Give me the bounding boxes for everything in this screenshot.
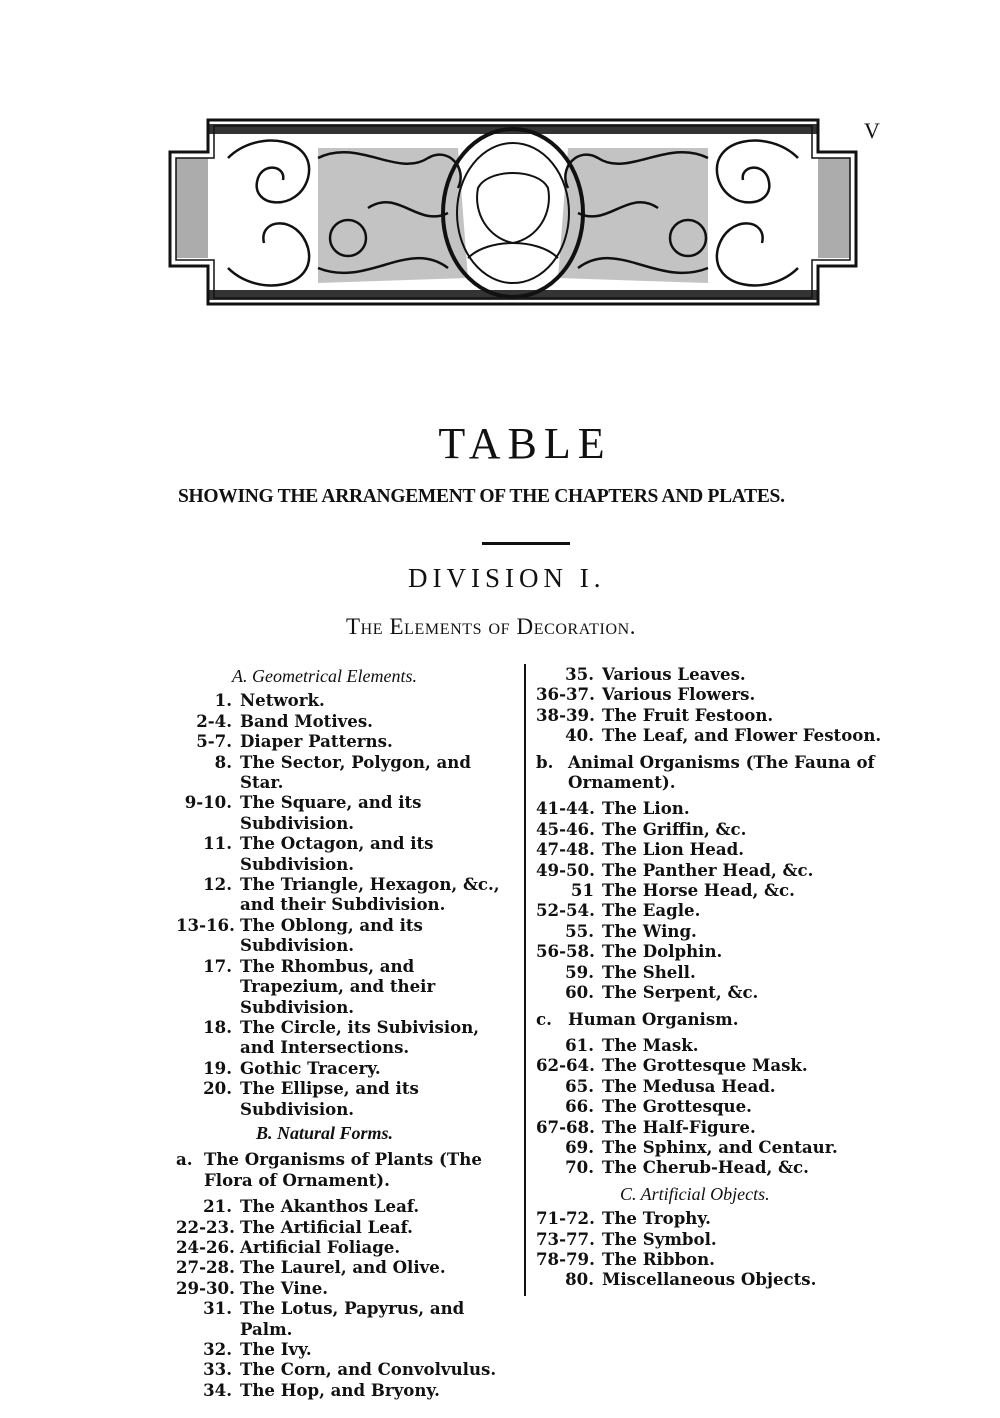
entry-number: 40. [565,725,594,746]
entry-title: The Akanthos Leaf. [240,1196,420,1217]
entry-title: The Lion Head. [602,839,744,860]
page-subtitle: SHOWING THE ARRANGEMENT OF THE CHAPTERS AND PLATES. [178,486,785,507]
group-b-heading [536,752,886,793]
section-b-heading: B. Natural Forms. [256,1122,394,1143]
entry-number: 71-72. [536,1208,595,1229]
entry-number: 69. [565,1136,594,1157]
entry-title: The Horse Head, &c. [602,880,795,901]
toc-entry [176,1237,516,1257]
division-heading: DIVISION I. [408,563,606,593]
entry-number: 47-48. [536,839,595,860]
toc-entry [176,956,516,1017]
group-c-list [536,1035,886,1178]
entry-number: 22-23. [176,1216,235,1237]
entry-title: The Eagle. [602,900,701,921]
entry-title: Miscellaneous Objects. [602,1269,817,1290]
toc-entry [176,915,516,956]
entry-title: The Vine. [240,1277,329,1298]
entry-title: The Lotus, Papyrus, and Palm. [240,1298,465,1339]
group-b-letter: b. [536,751,554,772]
entry-number: 52-54. [536,900,595,921]
entry-number: 49-50. [536,859,595,880]
group-c-text: Human Organism. [568,1008,739,1029]
entry-title: The Leaf, and Flower Festoon. [602,725,882,746]
toc-entry [536,880,886,900]
entry-number: 27-28. [176,1257,235,1278]
toc-entry [176,1359,516,1379]
toc-entry [536,1137,886,1157]
entry-number: 9-10. [184,792,232,813]
entry-number: 13-16. [176,914,235,935]
entry-number: 56-58. [536,941,595,962]
entry-title: The Cherub-Head, &c. [602,1157,809,1178]
toc-entry [536,941,886,961]
entry-title: The Laurel, and Olive. [240,1257,446,1278]
toc-entry [176,752,516,793]
group-a-text: The Organisms of Plants (The Flora of Ornament). [204,1149,482,1190]
entry-number: 24-26. [176,1236,235,1257]
toc-entry [536,664,886,684]
entry-number: 29-30. [176,1277,235,1298]
entry-number: 59. [565,961,594,982]
toc-entry [176,690,516,710]
section-c-heading: C. Artificial Objects. [620,1183,770,1204]
entry-title: The Oblong, and its Subdivision. [240,914,423,956]
entry-title: The Ivy. [240,1339,312,1359]
division-subtitle: The Elements of Decoration. [346,614,637,639]
entry-title: The Sphinx, and Centaur. [602,1136,838,1157]
entry-title: The Fruit Festoon. [602,704,774,725]
entry-title: The Serpent, &c. [602,982,759,1003]
entry-number: 36-37. [536,684,595,705]
entry-title: Various Flowers. [602,684,756,705]
toc-entry [536,839,886,859]
toc-entry [176,1196,516,1216]
entry-title: The Ellipse, and its Subdivision. [240,1078,419,1119]
entry-title: The Octagon, and its Subdivision. [240,833,434,874]
entry-number: 11. [203,833,232,854]
group-a-list [176,1196,516,1400]
toc-entry [176,1078,516,1119]
toc-entry [536,1096,886,1116]
entry-number: 80. [565,1269,594,1290]
entry-number: 67-68. [536,1116,595,1137]
entry-title: The Lion. [602,798,690,819]
entry-title: The Sector, Polygon, and Star. [240,751,471,793]
toc-entry [536,705,886,725]
toc-entry [536,1117,886,1137]
entry-title: The Mask. [602,1034,699,1055]
entry-number: 19. [203,1057,232,1078]
toc-entry [176,1298,516,1339]
column-divider [524,664,526,1296]
entry-title: The Medusa Head. [602,1075,776,1096]
entry-title: Network. [240,690,325,711]
entry-title: Band Motives. [240,710,373,731]
title-rule [482,542,570,545]
entry-title: The Symbol. [602,1228,717,1249]
entry-number: 12. [203,874,232,895]
entry-title: The Grottesque Mask. [602,1055,808,1076]
entry-number: 60. [565,982,594,1003]
toc-entry [176,1380,516,1400]
group-b-text: Animal Organisms (The Fauna of Ornament). [568,751,875,793]
toc-entry [176,1257,516,1277]
toc-entry [536,1269,886,1289]
toc-entry [176,874,516,915]
entry-number: 34. [203,1379,232,1400]
entry-number: 73-77. [536,1228,595,1249]
section-a-heading: A. Geometrical Elements. [232,666,417,686]
group-a-heading [176,1149,516,1190]
entry-title: The Hop, and Bryony. [240,1379,440,1400]
entry-title: The Square, and its Subdivision. [240,792,422,833]
entry-number: 78-79. [536,1248,595,1269]
entry-title: The Triangle, Hexagon, &c., and their Subdivision. [240,874,500,915]
toc-entry [536,725,886,745]
entry-number: 20. [203,1078,232,1099]
toc-entry [536,819,886,839]
toc-entry [536,1229,886,1249]
toc-entry [536,1076,886,1096]
entry-number: 41-44. [536,798,595,819]
toc-entry [536,982,886,1002]
entry-title: The Shell. [602,961,696,982]
toc-entry [536,1208,886,1228]
entry-title: The Ribbon. [602,1248,715,1269]
entry-number: 55. [565,920,594,941]
toc-entry [536,962,886,982]
toc-entry [536,921,886,941]
entry-title: The Panther Head, &c. [602,859,814,880]
toc-entry [536,1157,886,1177]
right-column [536,664,886,1290]
entry-title: The Rhombus, and Trapezium, and their Subdivision. [240,955,436,1017]
entry-number: 32. [203,1339,232,1359]
section-c-list [536,1208,886,1290]
entry-number: 38-39. [536,704,595,725]
toc-entry [536,1055,886,1075]
entry-title: The Trophy. [602,1208,711,1229]
toc-entry [176,1058,516,1078]
entry-number: 65. [565,1075,594,1096]
entry-number: 21. [203,1196,232,1217]
entry-number: 5-7. [196,731,232,752]
entry-number: 45-46. [536,818,595,839]
toc-entry [176,731,516,751]
entry-title: The Grottesque. [602,1096,752,1117]
toc-entry [536,1035,886,1055]
entry-title: The Corn, and Convolvulus. [240,1359,497,1380]
page-number: V [864,118,880,143]
entry-number: 2-4. [196,710,232,731]
toc-entry [176,1017,516,1058]
entry-title: The Wing. [602,920,697,941]
group-c-heading [536,1009,886,1029]
group-a-letter: a. [176,1149,193,1170]
entry-title: The Half-Figure. [602,1116,756,1137]
section-a-list [176,690,516,1119]
entry-number: 51 [570,880,594,901]
entry-number: 8. [214,751,232,772]
entry-title: The Dolphin. [602,941,723,962]
group-c-letter: c. [536,1008,552,1029]
toc-entry [176,1278,516,1298]
entry-title: Various Leaves. [602,664,746,684]
entry-number: 33. [203,1359,232,1380]
toc-entry [536,1249,886,1269]
toc-entry [536,900,886,920]
entry-title: Gothic Tracery. [240,1057,381,1078]
entry-number: 66. [565,1096,594,1117]
plant-list-continued [536,664,886,746]
toc-entry [536,860,886,880]
entry-number: 17. [203,955,232,976]
toc-entry [176,711,516,731]
entry-title: Artificial Foliage. [240,1236,401,1257]
toc-entry [536,684,886,704]
page-title: TABLE [438,419,612,468]
toc-entry [176,1339,516,1359]
entry-number: 61. [565,1034,594,1055]
entry-number: 62-64. [536,1055,595,1076]
ornamental-header-banner [168,118,858,308]
entry-title: Diaper Patterns. [240,731,393,752]
entry-title: The Circle, its Subivision, and Intersections. [240,1016,480,1058]
entry-number: 35. [565,664,594,684]
toc-entry [176,792,516,833]
toc-entry [536,798,886,818]
entry-number: 18. [203,1016,232,1037]
toc-entry [176,1217,516,1237]
group-b-list [536,798,886,1002]
entry-number: 70. [565,1157,594,1178]
entry-number: 31. [203,1298,232,1319]
left-column [176,664,516,1400]
entry-title: The Griffin, &c. [602,818,747,839]
toc-entry [176,833,516,874]
entry-title: The Artificial Leaf. [240,1216,413,1237]
entry-number: 1. [214,690,232,711]
